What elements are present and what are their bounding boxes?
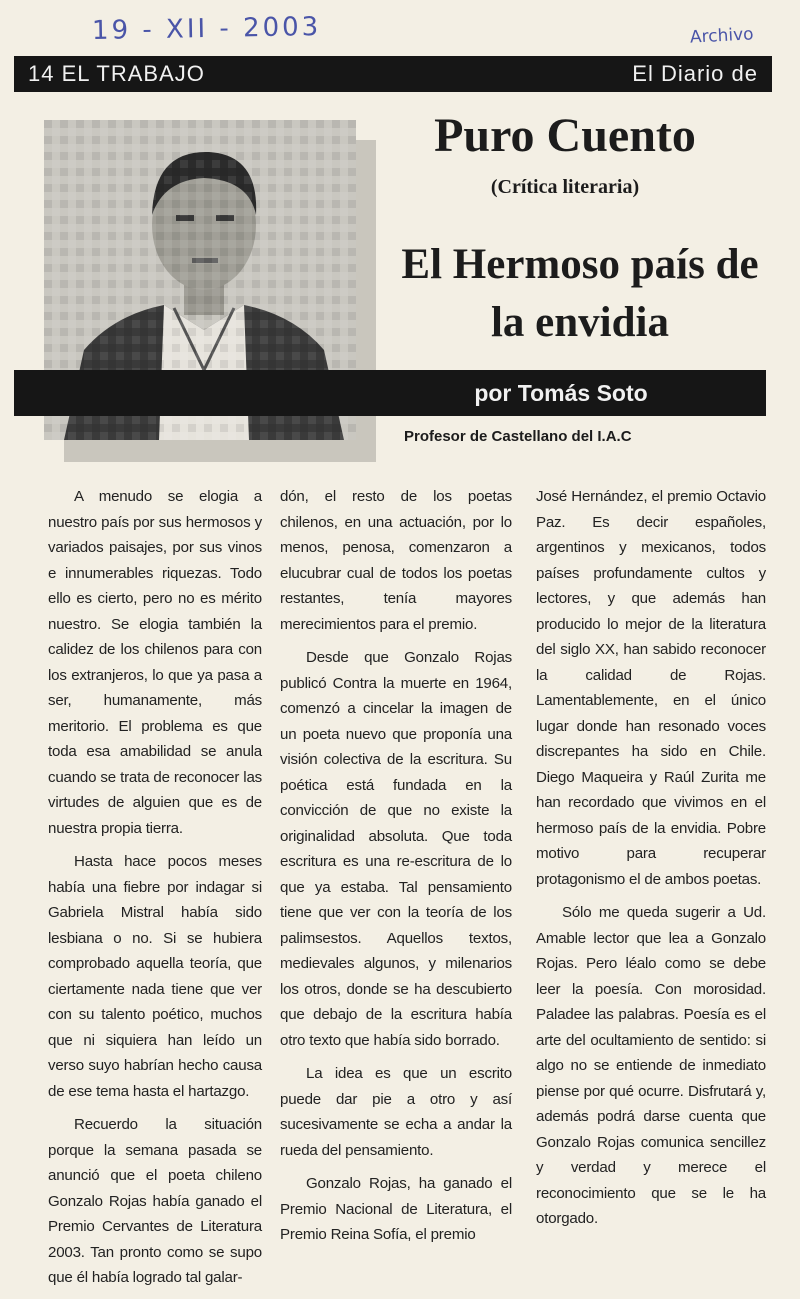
- article-headline: El Hermoso país de la envidia: [401, 241, 759, 346]
- photo-shadow-bottom: [64, 440, 376, 462]
- section-subtitle: (Crítica literaria): [490, 176, 640, 198]
- article-column-3: [536, 484, 766, 1240]
- section-title: Puro Cuento: [434, 109, 696, 162]
- archive-stamp: Archivo: [689, 24, 755, 48]
- newspaper-name: El Diario de: [632, 61, 758, 86]
- article-column-1: [48, 484, 262, 1299]
- author-credential: Profesor de Castellano del I.A.C: [404, 428, 632, 445]
- paragraph: Gonzalo Rojas, ha ganado el Premio Nacional de Literatura, el Premio Reina Sofía, el premio: [280, 1175, 512, 1243]
- paragraph: La idea es que un escrito puede dar pie a otro y así sucesivamente se echa a andar la rueda del pensamiento.: [280, 1065, 512, 1159]
- paragraph: A menudo se elogia a nuestro país por sus hermosos y variados paisajes, por sus vinos e innumerables riquezas. Todo ello es cierto, pero no es mérito nuestro. Se elogia también la calidez de los chilenos para con los extranjeros, lo que ya pasa a ser, humanamente, más meritorio. El problema es que toda esa amabilidad se anula cuando se trata de reconocer las virtudes de alguien que es de nuestra propia tierra.: [48, 488, 262, 837]
- paragraph: Desde que Gonzalo Rojas publicó Contra la muerte en 1964, comenzó a cincelar la imagen de un poeta nuevo que proponía una visión colectiva de la escritura. Su poética está fundada en la convicción de que no existe la originalidad absoluta. Que toda escritura es una re-escritura de lo que ya estaba. Tal pensamiento tiene que ver con la teoría de los palimsestos. Aquellos textos, medievales algunos, y milenarios los otros, donde se ha descubierto que debajo de la escritura había otro texto que había sido borrado.: [280, 649, 512, 1049]
- paragraph: José Hernández, el premio Octavio Paz. Es decir españoles, argentinos y mexicanos, todos países profundamente cultos y lectores, y que además han producido lo mejor de la literatura del siglo XX, han sabido reconocer la calidad de Rojas. Lamentablemente, en el único lugar donde han resonado voces discrepantes ha sido en Chile. Diego Maqueira y Raúl Zurita me han recordado que vivimos en el hermoso país de la envidia. Pobre motivo para recuperar protagonismo el de ambos poetas.: [536, 488, 766, 888]
- paragraph: Sólo me queda sugerir a Ud. Amable lector que lea a Gonzalo Rojas. Pero léalo como se debe leer la poesía. Con morosidad. Paladee las palabras. Poesía es el arte del ocultamiento de sentido: si algo no se entiende de inmediato piense por qué ocurre. Disfrutará y, además podrá darse cuenta que Gonzalo Rojas comunica sencillez y verdad y merece el reconocimiento que se le ha otorgado.: [536, 904, 766, 1227]
- article-column-2: [280, 484, 512, 1256]
- handwritten-date: 19 - XII - 2003: [91, 12, 322, 46]
- newspaper-header-bar: [14, 56, 772, 92]
- paragraph: Hasta hace pocos meses había una fiebre por indagar si Gabriela Mistral había sido lesbiana o no. Si se hubiera comprobado aquella teoría, que ciertamente nada tiene que ver con su talento poético, muchos que ni siquiera han leído un verso suyo habrían hecho causa de ese tema hasta el hartazgo.: [48, 853, 262, 1100]
- paragraph: dón, el resto de los poetas chilenos, en una actuación, por lo menos, penosa, comenzaron a elucubrar cual de todos los poetas restantes, tenía mayores merecimientos para el premio.: [280, 488, 512, 633]
- author-byline: por Tomás Soto: [474, 380, 648, 406]
- paragraph: Recuerdo la situación porque la semana pasada se anunció que el poeta chileno Gonzalo Rojas había ganado el Premio Cervantes de Literatura 2003. Tan pronto como se supo que él había logrado tal galar-: [48, 1116, 262, 1286]
- page-section: 14 EL TRABAJO: [28, 61, 205, 86]
